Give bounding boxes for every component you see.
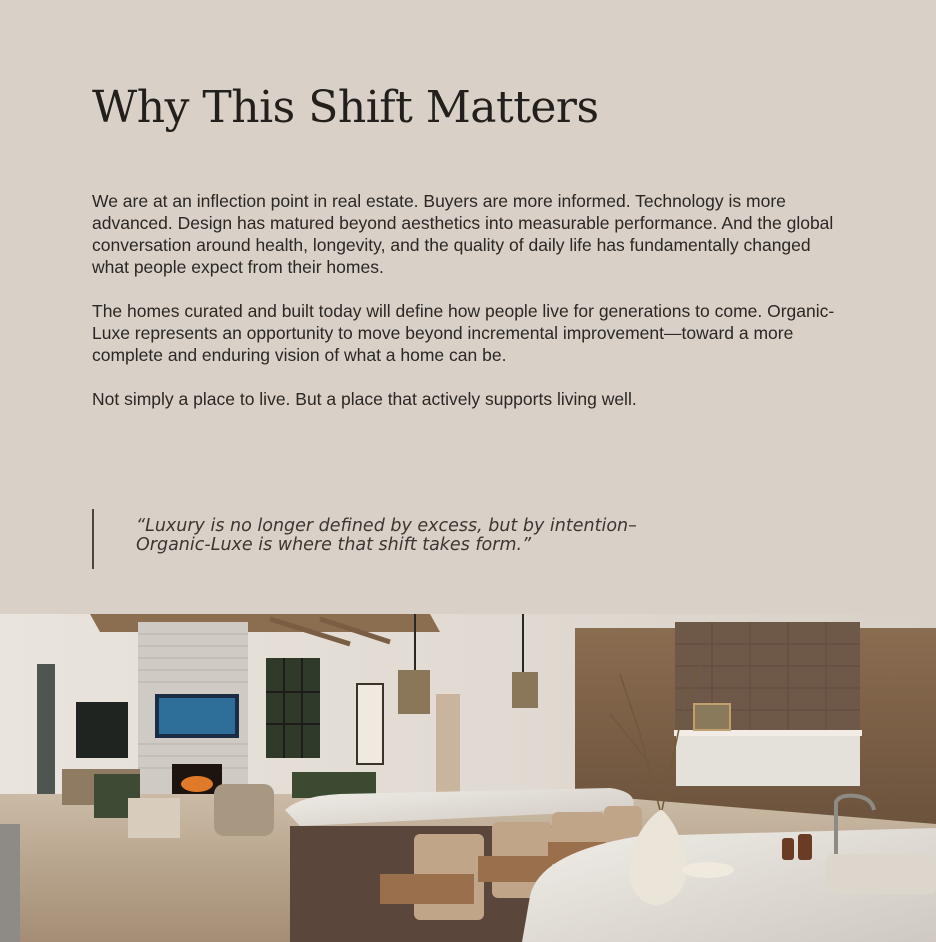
paragraph-1: We are at an inflection point in real estate. Buyers are more informed. Technology is more advanced. Design has matured beyond aesthetics into measurable performance. And the global conversation around health, longevity, and the quality of daily life has fundamentally changed what people expect from their homes. (92, 191, 834, 277)
pull-quote (92, 509, 792, 569)
paragraph-3: Not simply a place to live. But a place that actively supports living well. (92, 389, 637, 409)
quote-line-1: “Luxury is no longer defined by excess, but by intention– (136, 516, 637, 536)
page-title: Why This Shift Matters (92, 82, 599, 133)
body-copy (92, 190, 852, 432)
quote-text (136, 517, 756, 555)
quote-line-2: Organic-Luxe is where that shift takes form.” (136, 535, 532, 555)
paragraph-2: The homes curated and built today will define how people live for generations to come. Organic-Luxe represents an opportunity to move beyond incremental improvement—toward a more complete and enduring vision of what a home can be. (92, 301, 835, 365)
interior-photo (0, 614, 936, 942)
quote-bar (92, 509, 94, 569)
